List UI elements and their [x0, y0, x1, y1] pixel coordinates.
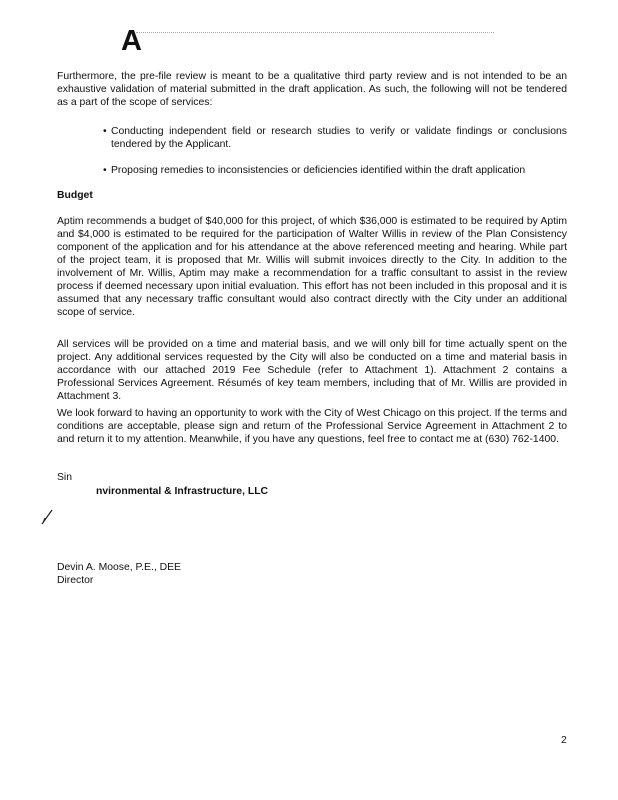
signature-mark [40, 508, 54, 526]
intro-paragraph: Furthermore, the pre-file review is meant to be a qualitative third party review and is not intended to be an exhaustive validation of material submitted in the draft application. As such, the following will not be tendered as a part of the scope of services: [57, 71, 567, 108]
exclusion-item: Proposing remedies to inconsistencies or deficiencies identified within the draft application [111, 165, 526, 176]
letterhead-rule [136, 32, 494, 33]
letterhead-logo: A [121, 25, 142, 57]
page-number: 2 [561, 735, 567, 746]
salutation: Sin [57, 472, 73, 483]
budget-paragraph: Aptim recommends a budget of $40,000 for this project, of which $36,000 is estimated to be required by Aptim and $4,000 is estimated to be required for the participation of Walter Willis in review of the Plan Consistency component of the application and for his attendance at the above referenced meeting and hearing. While part of the project team, it is proposed that Mr. Willis will submit invoices directly to the City. In addition to the involvement of Mr. Willis, Aptim may make a recommendation for a traffic consultant to assist in the review process if deemed necessary upon initial evaluation. This effort has not been included in this proposal and it is assumed that any necessary traffic consultant would also contract directly with the City under an additional scope of service. [57, 216, 567, 318]
company-name: nvironmental & Infrastructure, LLC [96, 486, 269, 497]
exclusion-item: Conducting independent field or research studies to verify or validate findings or conclusions tendered by the Applicant. [111, 126, 567, 150]
signer-name: Devin A. Moose, P.E., DEE [57, 562, 181, 573]
services-paragraph: All services will be provided on a time and material basis, and we will only bill for time actually spent on the project. Any additional services requested by the City will also be conducted on a time and material basis in accordance with our attached 2019 Fee Schedule (refer to Attachment 1). Attachment 2 contains a Professional Services Agreement. Résumés of key team members, including that of Mr. Willis are provided in Attachment 3. [57, 339, 567, 402]
bullet-icon: • [103, 165, 107, 176]
budget-heading: Budget [57, 190, 93, 201]
signer-title: Director [57, 575, 94, 586]
closing-paragraph: We look forward to having an opportunity to work with the City of West Chicago on this project. If the terms and conditions are acceptable, please sign and return of the Professional Service Agreement in Attachment 2 to and return it to my attention. Meanwhile, if you have any questions, feel free to contact me at (630) 762-1400. [57, 408, 567, 445]
bullet-icon: • [103, 126, 107, 137]
